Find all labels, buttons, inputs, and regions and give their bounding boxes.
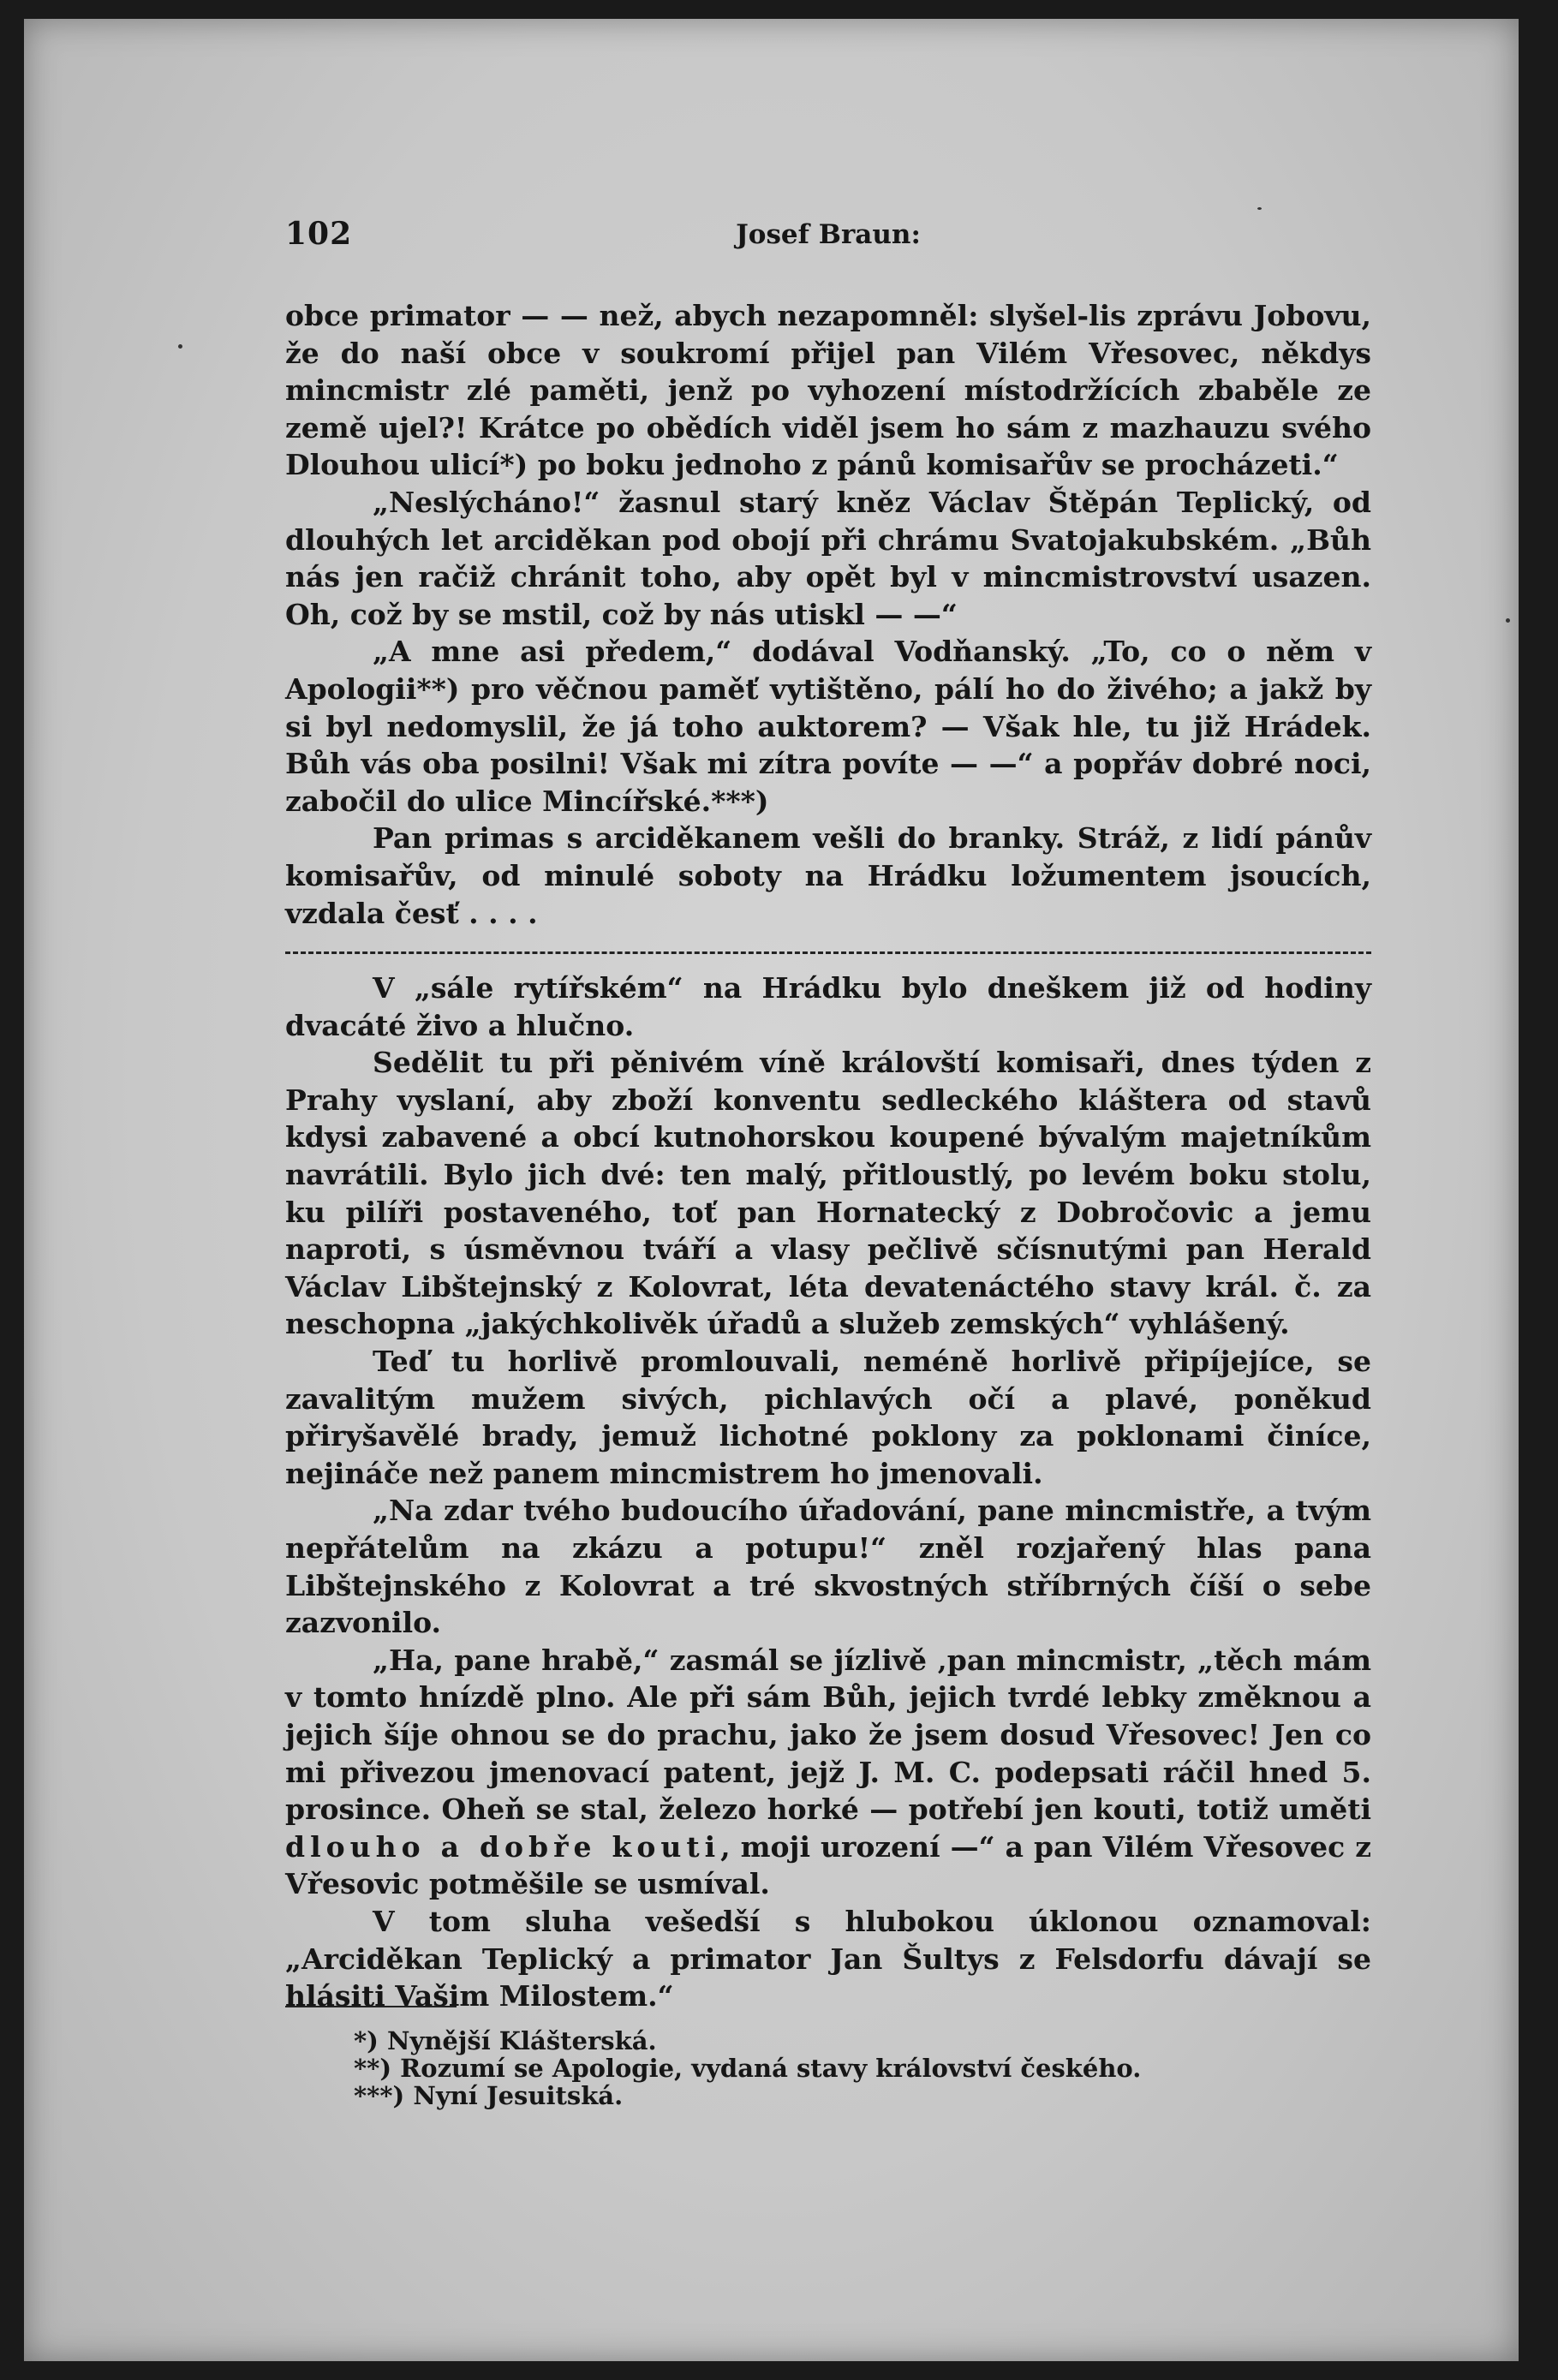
paragraph (285, 1642, 1371, 1903)
running-head (285, 216, 1371, 259)
paragraph: V „sále rytířském“ na Hrádku bylo dneškem již od hodiny dvacáté živo a hlučno. (285, 971, 1371, 1042)
paragraph: Sedělit tu při pěnivém víně královští komisaři, dnes týden z Prahy vyslaní, aby zboží konventu sedleckého kláštera od stavů kdysi zabavené a obcí kutnohorskou koupené bývalým majetníkům navrátili. Bylo jich dvé: ten malý, přitloustlý, po levém boku stolu, ku pilíři postaveného, toť pan Hornatecký z Dobročovic a jemu naproti, s úsměvnou tváří a vlasy pečlivě sčísnutými pan Herald Václav Libštejnský z Kolovrat, léta devatenáctého stavy král. č. za neschopna „jakýchkolivěk úřadů a služeb zemských“ vyhlášený. (285, 1046, 1371, 1341)
paragraph: obce primator — — než, abych nezapomněl: slyšel-lis zprávu Jobovu, že do naší obce v soukromí přijel pan Vilém Vřesovec, někdys mincmistr zlé paměti, jenž po vyhození místodržících zbaběle ze země ujel?! Krátce po obědích viděl jsem ho sám z mazhauzu svého Dlouhou ulicí*) po boku jednoho z pánů komisařův se procházeti.“ (285, 299, 1371, 482)
body-text (285, 297, 1371, 2015)
paragraph: „Na zdar tvého budoucího úřadování, pane mincmistře, a tvým nepřátelům na zkázu a potupu!“ zněl rozjařený hlas pana Libštejnského z Kolovrat a tré skvostných stříbrných číší o sebe zazvonilo. (285, 1494, 1371, 1640)
paragraph: Teď tu horlivě promlouvali, neméně horlivě připíjejíce, se zavalitým mužem sivých, pichlavých očí a plavé, poněkud přiryšavělé brady, jemuž lichotné poklony za poklonami činíce, nejináče než panem mincmistrem ho jmenovali. (285, 1345, 1371, 1490)
page-number: 102 (285, 216, 353, 252)
speck (1506, 618, 1510, 623)
paragraph-text: , moji urození —“ a pan Vilém Vřesovec z Vřesovic potměšile se usmíval. (285, 1829, 1372, 1901)
paragraph: Pan primas s arciděkanem vešli do branky. Stráž, z lidí pánův komisařův, od minulé soboty na Hrádku ložumentem jsoucích, vzdala česť . . . . (285, 821, 1371, 930)
speck (178, 344, 182, 349)
paragraph: „Neslýcháno!“ žasnul starý kněz Václav Štěpán Teplický, od dlouhých let arciděkan pod obojí při chrámu Svatojakubském. „Bůh nás jen račiž chránit toho, aby opět byl v mincmistrovství usazen. Oh, což by se mstil, což by nás utiskl — —“ (285, 485, 1371, 631)
paragraph: V tom sluha vešedší s hlubokou úklonou oznamoval: „Arciděkan Teplický a primator Jan Šultys z Felsdorfu dávají se hlásiti Vašim Milostem.“ (285, 1904, 1371, 2013)
footnote: **) Rozumí se Apologie, vydaná stavy království českého. (354, 2054, 1142, 2083)
footnote: *) Nynější Klášterská. (354, 2026, 657, 2055)
footnote: ***) Nyní Jesuitská. (354, 2081, 624, 2110)
footnote-rule (285, 2006, 457, 2007)
speck (1257, 207, 1262, 210)
running-title: Josef Braun: (736, 219, 921, 250)
book-page (24, 19, 1519, 2361)
paragraph-text: „Ha, pane hrabě,“ zasmál se jízlivě ‚pan mincmistr, „těch mám v tomto hnízdě plno. Ale při sám Bůh, jejich tvrdé lebky změknou a jejich šíje ohnou se do prachu, jako že jsem dosud Vřesovec! Jen co mi přivezou jmenovací patent, jejž J. M. C. podepsati ráčil hned 5. prosince. Oheň se stal, železo horké — potřebí jen kouti, totiž uměti (285, 1643, 1371, 1827)
section-divider (285, 932, 1371, 969)
spaced-emphasis: dlouho a dobře kouti (285, 1829, 721, 1864)
paragraph: „A mne asi předem,“ dodával Vodňanský. „To, co o něm v Apologii**) pro věčnou paměť vytištěno, pálí ho do živého; a jakž by si byl nedomyslil, že já toho auktorem? — Však hle, tu již Hrádek. Bůh vás oba posilni! Však mi zítra povíte — —“ a popřáv dobré noci, zabočil do ulice Mincířské.***) (285, 635, 1371, 818)
footnotes (354, 2027, 1296, 2109)
